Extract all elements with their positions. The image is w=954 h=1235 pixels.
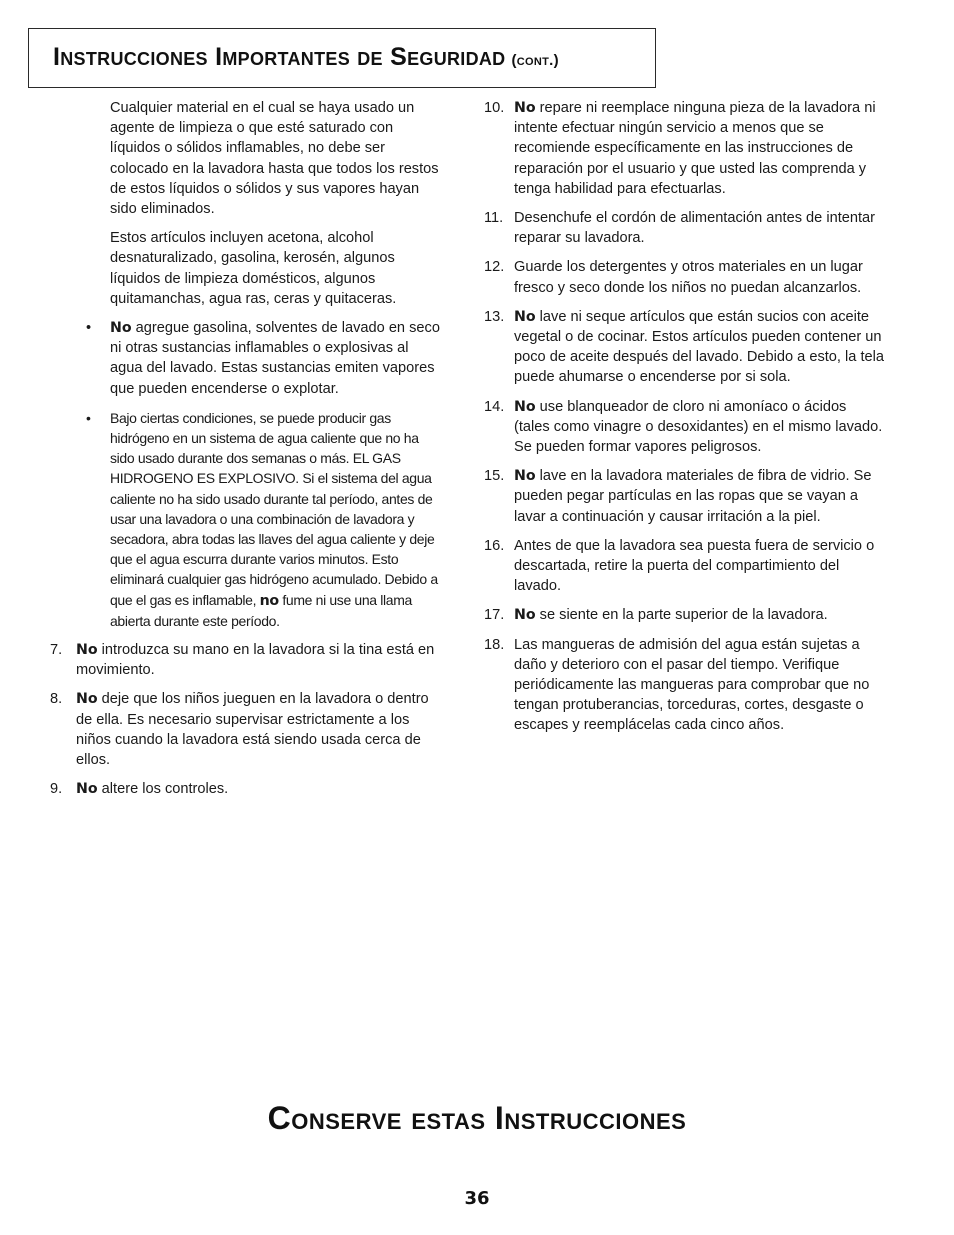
item-lead: No — [514, 398, 536, 415]
bullet-gasoline — [50, 318, 445, 399]
item-number: 18. — [484, 636, 505, 653]
item-text: introduzca su mano en la lavadora si la tina está en movimiento. — [76, 642, 435, 679]
item-text: Antes de que la lavadora sea puesta fuera de servicio o descartada, retire la puerta del compartimiento del lavado. — [514, 537, 875, 595]
item-number: 11. — [484, 210, 504, 227]
item-text: deje que los niños jueguen en la lavadora o dentro de ella. Es necesario supervisar estrictamente a los niños cuando la lavadora está siendo usada cerca de ellos. — [76, 691, 429, 769]
item-text: lave ni seque artículos que están sucios con aceite vegetal o de cocinar. Estos artículos pueden contener un poco de aceite después del lavado. Debido a esto, la tela puede ahumarse o encenderse por si sola. — [514, 308, 884, 386]
left-column — [50, 98, 445, 809]
item-number: 12. — [484, 259, 505, 276]
instruction-item-17 — [484, 605, 884, 625]
item-text: se siente en la parte superior de la lavadora. — [535, 607, 828, 624]
right-column — [484, 98, 884, 745]
item-number: 13. — [484, 308, 505, 325]
instruction-item-16 — [484, 536, 884, 597]
item-number: 15. — [484, 468, 505, 485]
examples-paragraph: Estos artículos incluyen acetona, alcohol desnaturalizado, gasolina, kerosén, algunos líquidos de limpieza domésticos, algunos quitamanchas, agua ras, ceras y quitaceras. — [110, 230, 397, 307]
save-instructions-title: Conserve estas Instrucciones — [267, 1100, 687, 1136]
instruction-item-13 — [484, 307, 884, 388]
flammable-materials-paragraph: Cualquier material en el cual se haya usado un agente de limpieza o que esté saturado con líquidos o sólidos inflamables, no debe ser colocado en la lavadora hasta que todos los restos de estos líquidos o sólidos y sus vapores hayan sido eliminados. — [110, 100, 439, 218]
item-lead: No — [514, 607, 536, 624]
bullet-icon: • — [86, 320, 92, 337]
instruction-item-10 — [484, 98, 884, 199]
bullet-inline-no: no — [259, 592, 279, 609]
item-number: 16. — [484, 537, 505, 554]
item-number: 17. — [484, 607, 505, 624]
item-lead: No — [514, 100, 536, 116]
item-lead: No — [514, 468, 536, 485]
section-title — [53, 43, 559, 72]
item-text: Las mangueras de admisión del agua están sujetas a daño y deterioro con el pasar del tiempo. Verifique periódicamente las mangueras para comprobar que no tengan protuberancias, torceduras, cortes, desgaste o escapes y reemplácelas cada cinco años. — [514, 636, 870, 734]
continued-label: (cont.) — [511, 52, 559, 69]
section-header-box — [28, 28, 656, 88]
bullet-hydrogen-gas — [50, 408, 445, 631]
instruction-item-12 — [484, 257, 884, 297]
page-number: 36 — [464, 1188, 490, 1209]
bullet-text: agregue gasolina, solventes de lavado en seco ni otras sustancias inflamables o explosivas al agua del lavado. Estas sustancias emiten vapores que pueden encenderse o explotar. — [110, 320, 440, 397]
item-number: 8. — [50, 691, 63, 708]
bullet-text-end: fume ni use una llama abierta durante este período. — [110, 591, 412, 629]
item-text: use blanqueador de cloro ni amoníaco o ácidos (tales como vinagre o desoxidantes) en el mismo lavado. Se pueden formar vapores peligrosos. — [514, 398, 883, 456]
instruction-item-15 — [484, 466, 884, 527]
section-title-text: Instrucciones Importantes de Seguridad — [53, 43, 506, 71]
item-number: 14. — [484, 398, 505, 415]
item-text: Desenchufe el cordón de alimentación antes de intentar reparar su lavadora. — [514, 210, 876, 247]
item-number: 10. — [484, 100, 505, 116]
instruction-item-8 — [50, 689, 445, 770]
bullet-text: Bajo ciertas condiciones, se puede producir gas hidrógeno en un sistema de agua caliente que no ha sido usado durante dos semanas o más. EL GAS HIDROGENO ES EXPLOSIVO. Si el sistema del agua caliente no ha sido usado durante tal período, antes de usar una lavadora o una combinación de lavadora y secadora, abra todas las llaves del agua caliente y deje que el agua escurra durante varios minutos. Esto eliminará cualquier gas hidrógeno acumulado. Debido a que el gas es inflamable, — [110, 409, 438, 608]
item-lead: No — [514, 308, 536, 325]
item-lead: No — [76, 691, 98, 708]
bullet-icon: • — [86, 409, 91, 426]
instruction-item-14 — [484, 397, 884, 458]
instruction-item-7 — [50, 640, 445, 680]
instruction-item-11 — [484, 208, 884, 248]
item-text: Guarde los detergentes y otros materiales en un lugar fresco y seco donde los niños no puedan alcanzarlos. — [514, 259, 863, 296]
item-text: altere los controles. — [97, 781, 229, 798]
item-number: 7. — [50, 642, 63, 659]
item-lead: No — [76, 781, 98, 798]
item-text: repare ni reemplace ninguna pieza de la lavadora ni intente efectuar ningún servicio a menos que se recomiende específicamente en las instrucciones de reparación por el usuario y que usted las comprenda y tenga habilidad para efectuarlas. — [514, 100, 876, 197]
instruction-item-18 — [484, 635, 884, 736]
item-lead: No — [76, 642, 98, 659]
bullet-lead: No — [110, 320, 132, 337]
item-text: lave en la lavadora materiales de fibra de vidrio. Se pueden pegar partículas en las ropas que se vayan a lavar a continuación y causar irritación a la piel. — [514, 468, 872, 525]
item-number: 9. — [50, 781, 63, 798]
instruction-item-9 — [50, 779, 445, 799]
